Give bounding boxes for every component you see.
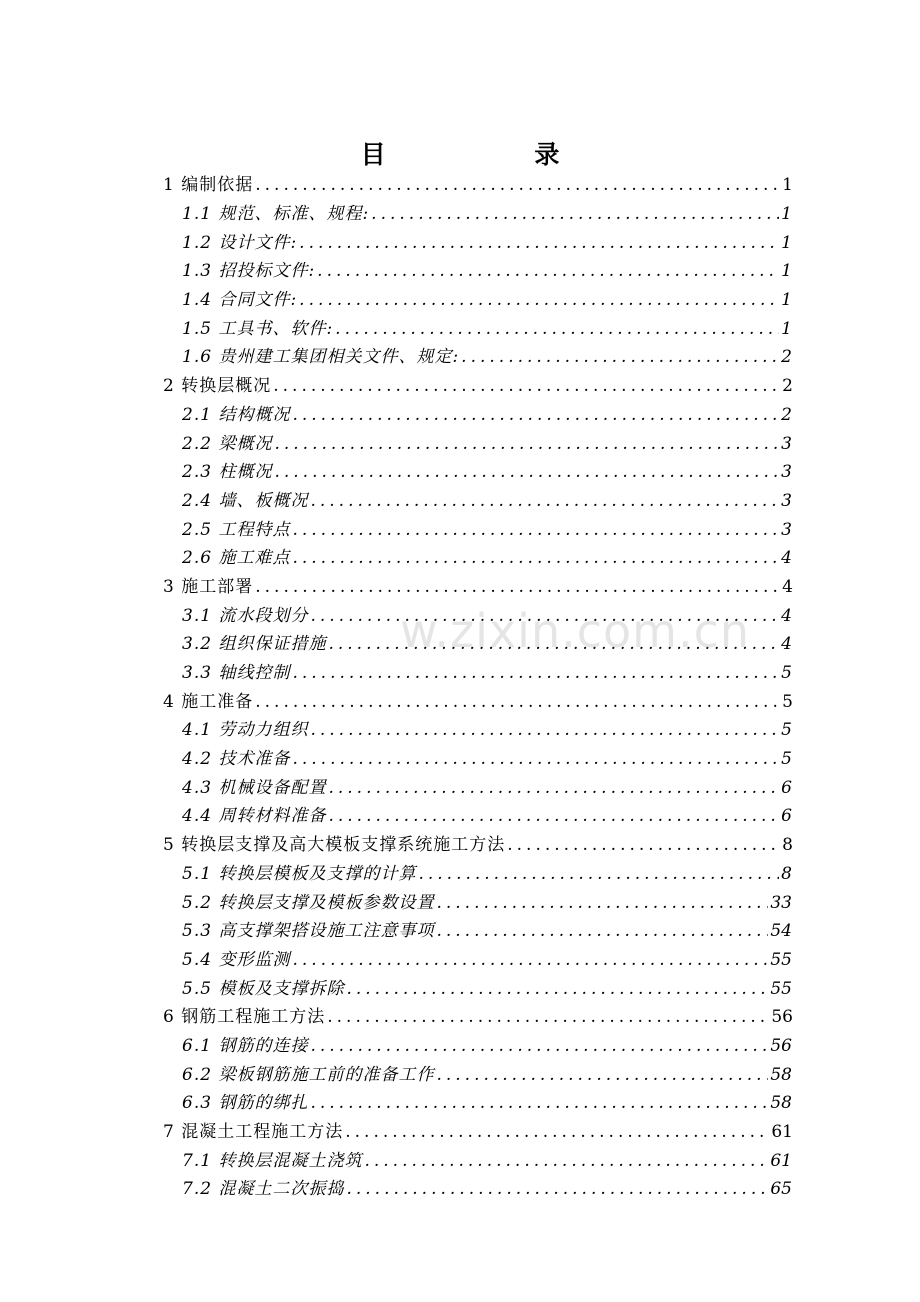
toc-chapter-entry[interactable] xyxy=(0,1118,793,1147)
toc-page-number: 1 xyxy=(781,204,792,225)
toc-entry-title: 1.2 设计文件: xyxy=(182,232,298,253)
toc-entry-title: 4.1 劳动力组织 xyxy=(182,720,309,741)
toc-page-number: 33 xyxy=(770,892,792,913)
toc-page-number: 1 xyxy=(781,318,792,339)
toc-chapter-entry[interactable] xyxy=(0,831,793,860)
toc-section-entry[interactable] xyxy=(0,802,792,831)
toc-page-number: 3 xyxy=(781,433,792,454)
toc-dot-leader xyxy=(299,286,779,314)
toc-page-number: 3 xyxy=(781,462,792,483)
toc-section-entry[interactable] xyxy=(0,745,792,774)
toc-section-entry[interactable] xyxy=(0,515,792,544)
toc-section-entry[interactable] xyxy=(0,286,792,315)
toc-entry-title: 5 转换层支撑及高大模板支撑系统施工方法 xyxy=(163,835,506,856)
toc-section-entry[interactable] xyxy=(0,200,792,229)
toc-page-number: 3 xyxy=(781,490,792,511)
toc-entry-title: 5.4 变形监测 xyxy=(182,949,291,970)
toc-dot-leader xyxy=(346,1175,768,1203)
toc-dot-leader xyxy=(292,946,768,974)
toc-page-number: 61 xyxy=(771,1122,793,1143)
toc-section-entry[interactable] xyxy=(0,888,792,917)
toc-section-entry[interactable] xyxy=(0,974,792,1003)
toc-page-number: 5 xyxy=(782,691,793,712)
toc-page-number: 55 xyxy=(770,949,792,970)
toc-entry-title: 2.3 柱概况 xyxy=(182,462,273,483)
toc-entry-title: 4 施工准备 xyxy=(163,691,254,712)
toc-entry-title: 6 钢筋工程施工方法 xyxy=(163,1007,326,1028)
toc-dot-leader xyxy=(328,802,779,830)
toc-section-entry[interactable] xyxy=(0,343,792,372)
toc-dot-leader xyxy=(310,1089,768,1117)
toc-dot-leader xyxy=(418,860,779,888)
toc-section-entry[interactable] xyxy=(0,401,792,430)
toc-section-entry[interactable] xyxy=(0,314,792,343)
toc-dot-leader xyxy=(255,573,780,601)
toc-dot-leader xyxy=(317,257,779,285)
toc-page-number: 3 xyxy=(781,519,792,540)
toc-dot-leader xyxy=(327,1003,769,1031)
toc-entry-title: 7.2 混凝土二次振捣 xyxy=(182,1179,345,1200)
toc-dot-leader xyxy=(461,343,779,371)
toc-page-number: 61 xyxy=(770,1150,792,1171)
toc-dot-leader xyxy=(371,200,779,228)
toc-entry-title: 1.4 合同文件: xyxy=(182,290,298,311)
toc-entry-title: 4.4 周转材料准备 xyxy=(182,806,327,827)
toc-entry-title: 2.2 梁概况 xyxy=(182,433,273,454)
toc-page-number: 4 xyxy=(781,634,792,655)
toc-dot-leader xyxy=(507,831,780,859)
toc-dot-leader xyxy=(335,315,779,343)
toc-dot-leader xyxy=(274,430,779,458)
toc-entry-title: 3 施工部署 xyxy=(163,576,254,597)
toc-dot-leader xyxy=(436,1061,768,1089)
toc-page-number: 58 xyxy=(770,1093,792,1114)
toc-section-entry[interactable] xyxy=(0,716,792,745)
toc-page-number: 58 xyxy=(770,1064,792,1085)
toc-page-number: 2 xyxy=(781,404,792,425)
toc-page-number: 55 xyxy=(770,978,792,999)
toc-page-number: 2 xyxy=(781,347,792,368)
toc-entry-title: 3.2 组织保证措施 xyxy=(182,634,327,655)
toc-page-number: 56 xyxy=(770,1035,792,1056)
toc-page-number: 56 xyxy=(771,1007,793,1028)
toc-dot-leader xyxy=(299,229,779,257)
toc-entry-title: 4.3 机械设备配置 xyxy=(182,777,327,798)
page-title: 目 录 xyxy=(360,140,630,169)
toc-section-entry[interactable] xyxy=(0,1146,792,1175)
toc-section-entry[interactable] xyxy=(0,544,792,573)
toc-entry-title: 7 混凝土工程施工方法 xyxy=(163,1122,344,1143)
watermark: w.zixin.com.cn xyxy=(400,604,751,658)
toc-page-number: 4 xyxy=(781,548,792,569)
toc-chapter-entry[interactable] xyxy=(0,171,793,200)
toc-dot-leader xyxy=(328,630,779,658)
toc-page-number: 1 xyxy=(781,261,792,282)
toc-section-entry[interactable] xyxy=(0,659,792,688)
toc-section-entry[interactable] xyxy=(0,257,792,286)
toc-dot-leader xyxy=(273,372,780,400)
toc-dot-leader xyxy=(436,917,768,945)
toc-entry-title: 6.2 梁板钢筋施工前的准备工作 xyxy=(182,1064,435,1085)
toc-section-entry[interactable] xyxy=(0,487,792,516)
toc-entry-title: 6.1 钢筋的连接 xyxy=(182,1035,309,1056)
toc-dot-leader xyxy=(364,1147,768,1175)
toc-section-entry[interactable] xyxy=(0,429,792,458)
toc-page-number: 8 xyxy=(781,863,792,884)
toc-section-entry[interactable] xyxy=(0,601,792,630)
toc-entry-title: 2.1 结构概况 xyxy=(182,404,291,425)
toc-section-entry[interactable] xyxy=(0,1089,792,1118)
toc-page-number: 1 xyxy=(781,290,792,311)
toc-dot-leader xyxy=(292,659,779,687)
toc-page-number: 5 xyxy=(781,749,792,770)
toc-dot-leader xyxy=(310,602,779,630)
toc-section-entry[interactable] xyxy=(0,773,792,802)
toc-dot-leader xyxy=(292,401,779,429)
toc-chapter-entry[interactable] xyxy=(0,372,793,401)
toc-dot-leader xyxy=(255,171,780,199)
toc-entry-title: 2.4 墙、板概况 xyxy=(182,490,309,511)
toc-dot-leader xyxy=(328,774,779,802)
toc-dot-leader xyxy=(274,458,779,486)
toc-page-number: 65 xyxy=(770,1179,792,1200)
toc-dot-leader xyxy=(292,745,779,773)
toc-page-number: 6 xyxy=(781,777,792,798)
toc-entry-title: 1.1 规范、标准、规程: xyxy=(182,204,370,225)
toc-dot-leader xyxy=(310,1032,768,1060)
toc-entry-title: 1.3 招投标文件: xyxy=(182,261,316,282)
toc-chapter-entry[interactable] xyxy=(0,687,793,716)
toc-entry-title: 4.2 技术准备 xyxy=(182,749,291,770)
toc-entry-title: 7.1 转换层混凝土浇筑 xyxy=(182,1150,363,1171)
toc-page-number: 1 xyxy=(781,232,792,253)
toc-page-number: 8 xyxy=(782,835,793,856)
toc-entry-title: 5.1 转换层模板及支撑的计算 xyxy=(182,863,417,884)
toc-chapter-entry[interactable] xyxy=(0,573,793,602)
toc-section-entry[interactable] xyxy=(0,1060,792,1089)
toc-dot-leader xyxy=(310,487,779,515)
toc-dot-leader xyxy=(310,716,779,744)
toc-entry-title: 5.3 高支撑架搭设施工注意事项 xyxy=(182,921,435,942)
toc-page-number: 6 xyxy=(781,806,792,827)
toc-page-number: 4 xyxy=(781,605,792,626)
toc-entry-title: 1 编制依据 xyxy=(163,175,254,196)
toc-entry-title: 2.6 施工难点 xyxy=(182,548,291,569)
toc-page-number: 2 xyxy=(782,376,793,397)
toc-entry-title: 6.3 钢筋的绑扎 xyxy=(182,1093,309,1114)
toc-list xyxy=(0,171,920,1204)
toc-page-number: 54 xyxy=(770,921,792,942)
toc-section-entry[interactable] xyxy=(0,630,792,659)
toc-dot-leader xyxy=(436,889,768,917)
toc-page-number: 5 xyxy=(781,663,792,684)
toc-section-entry[interactable] xyxy=(0,860,792,889)
toc-section-entry[interactable] xyxy=(0,458,792,487)
toc-page-number: 5 xyxy=(781,720,792,741)
toc-dot-leader xyxy=(292,544,779,572)
toc-entry-title: 3.1 流水段划分 xyxy=(182,605,309,626)
toc-dot-leader xyxy=(346,975,768,1003)
toc-section-entry[interactable] xyxy=(0,1032,792,1061)
toc-entry-title: 5.2 转换层支撑及模板参数设置 xyxy=(182,892,435,913)
toc-entry-title: 3.3 轴线控制 xyxy=(182,663,291,684)
toc-entry-title: 2 转换层概况 xyxy=(163,376,272,397)
toc-page-number: 1 xyxy=(782,175,793,196)
toc-entry-title: 1.6 贵州建工集团相关文件、规定: xyxy=(182,347,460,368)
toc-section-entry[interactable] xyxy=(0,917,792,946)
toc-dot-leader xyxy=(255,688,780,716)
toc-chapter-entry[interactable] xyxy=(0,1003,793,1032)
toc-dot-leader xyxy=(345,1118,769,1146)
toc-entry-title: 2.5 工程特点 xyxy=(182,519,291,540)
toc-dot-leader xyxy=(292,516,779,544)
toc-entry-title: 5.5 模板及支撑拆除 xyxy=(182,978,345,999)
toc-section-entry[interactable] xyxy=(0,1175,792,1204)
toc-page-number: 4 xyxy=(782,576,793,597)
toc-section-entry[interactable] xyxy=(0,946,792,975)
toc-section-entry[interactable] xyxy=(0,228,792,257)
toc-entry-title: 1.5 工具书、软件: xyxy=(182,318,334,339)
